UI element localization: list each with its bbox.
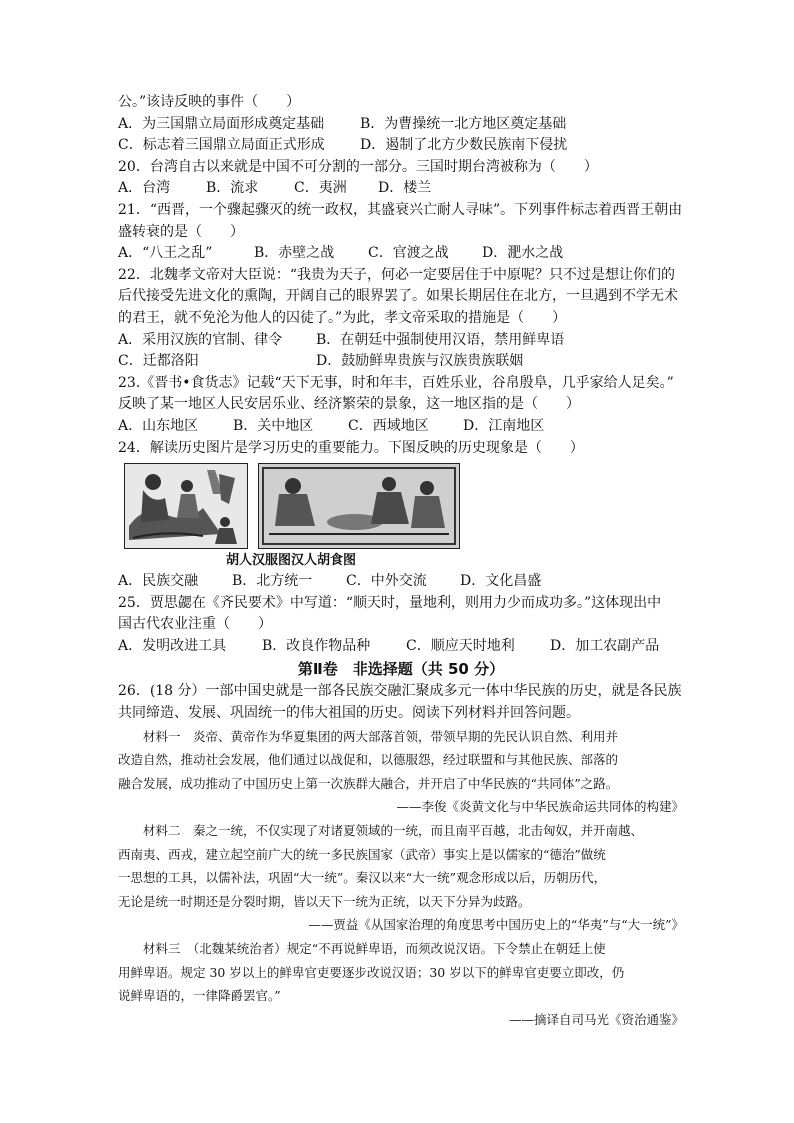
- q20-option-b[interactable]: B．流求: [206, 180, 259, 197]
- q19-options-row1: [118, 114, 684, 136]
- material-1-line-1: 材料一 炎帝、黄帝作为华夏集团的两大部落首领，带领早期的先民认识自然、利用并: [143, 728, 619, 744]
- q25-options: [118, 636, 684, 658]
- han-eating-hu-food-image: [258, 463, 460, 549]
- q23-option-c[interactable]: C．西域地区: [348, 417, 429, 434]
- q19-stem-cont: 公。”该诗反映的事件（ ）: [118, 94, 301, 110]
- q24-option-d[interactable]: D．文化昌盛: [460, 573, 542, 590]
- q19-option-d[interactable]: D．遏制了北方少数民族南下侵扰: [360, 137, 568, 154]
- q19-options-row2: [118, 135, 684, 157]
- q20-option-a[interactable]: A．台湾: [118, 180, 171, 197]
- material-1-source: ——李俊《炎黄文化与中华民族命运共同体的构建》: [396, 799, 684, 815]
- material-3-line-2: 用鲜卑语。规定 30 岁以上的鲜卑官吏要逐步改说汉语；30 岁以下的鲜卑官吏要立即改，仍: [118, 964, 625, 980]
- q21-option-b[interactable]: B．赤壁之战: [254, 245, 335, 262]
- q24-option-a[interactable]: A．民族交融: [118, 573, 199, 590]
- q24-figure-caption: 胡人汉服图汉人胡食图: [226, 553, 357, 569]
- q25-stem-2: 国古代农业注重（ ）: [118, 616, 272, 633]
- q22-stem-3: 的君王，就不免沦为他人的囚徒了。”为此，孝文帝采取的措施是（ ）: [118, 309, 567, 326]
- q23-option-a[interactable]: A．山东地区: [118, 417, 199, 434]
- material-2-line-4: 无论是统一时期还是分裂时期，皆以天下一统为正统，以天下分异为歧路。: [118, 893, 531, 909]
- material-1-line-3: 融合发展，成功推动了中国历史上第一次族群大融合，并开启了中华民族的“共同体”之路。: [118, 775, 619, 791]
- q22-stem-2: 后代接受先进文化的熏陶，开阔自己的眼界罢了。如果长期居住在北方，一旦遇到不学无术: [118, 288, 678, 305]
- q20-stem: 20．台湾自古以来就是中国不可分割的一部分。三国时期台湾被称为（ ）: [118, 158, 598, 175]
- q21-stem-1: 21．“西晋，一个骤起骤灭的统一政权，其盛衰兴亡耐人寻味”。下列事件标志着西晋王朝由: [118, 201, 683, 218]
- hu-wearing-han-clothes-image: [124, 463, 248, 549]
- q22-options-row2: [118, 351, 684, 373]
- q22-option-c[interactable]: C．迁都洛阳: [118, 353, 199, 370]
- material-3-line-1: 材料三 （北魏某统治者）规定“不再说鲜卑语，而须改说汉语。下令禁止在朝廷上使: [143, 941, 606, 956]
- q23-options: [118, 416, 684, 438]
- han-hu-food-illustration: [259, 464, 459, 548]
- hu-han-clothes-illustration: [125, 464, 247, 548]
- material-3-source: ——摘译自司马光《资治通鉴》: [508, 1011, 684, 1027]
- q21-option-d[interactable]: D．淝水之战: [482, 245, 564, 262]
- q20-options: [118, 178, 684, 200]
- q25-stem-1: 25．贾思勰在《齐民要术》中写道：“顺天时，量地利，则用力少而成功多。”这体现出中: [118, 594, 662, 611]
- q19-option-c[interactable]: C．标志着三国鼎立局面正式形成: [118, 137, 325, 154]
- q26-stem-2: 共同缔造、发展、巩固统一的伟大祖国的历史。阅读下列材料并回答问题。: [118, 705, 580, 722]
- q23-stem-2: 反映了某一地区人民安居乐业、经济繁荣的景象，这一地区指的是（ ）: [118, 396, 580, 413]
- material-1-line-2: 改造自然，推动社会发展，他们通过以战促和，以德服怨，经过联盟和与其他民族、部落的: [118, 752, 619, 768]
- q19-option-a[interactable]: A．为三国鼎立局面形成奠定基础: [118, 115, 325, 132]
- q25-option-d[interactable]: D．加工农副产品: [550, 637, 660, 654]
- q26-stem-1: 26．(18 分）一部中国史就是一部各民族交融汇聚成多元一体中华民族的历史，就是各民族: [118, 683, 682, 700]
- q21-options: [118, 243, 684, 265]
- material-3-line-3: 说鲜卑语的，一律降爵罢官。”: [118, 988, 281, 1004]
- q24-stem: 24．解读历史图片是学习历史的重要能力。下图反映的历史现象是（ ）: [118, 439, 584, 456]
- q21-stem-2: 盛转衰的是（ ）: [118, 223, 244, 240]
- material-2-line-1: 材料二 秦之一统，不仅实现了对诸夏领域的一统，而且南平百越，北击匈奴，并开南越、: [143, 823, 644, 839]
- exam-page: [118, 92, 684, 1031]
- material-2-source: ——贾益《从国家治理的角度思考中国历史上的“华夷”与“大一统”》: [308, 917, 684, 933]
- q24-option-b[interactable]: B．北方统一: [232, 573, 313, 590]
- section-2-title: 第Ⅱ卷 非选择题（共 50 分）: [297, 660, 505, 679]
- q25-option-c[interactable]: C．顺应天时地利: [406, 637, 515, 654]
- q24-options: [118, 571, 684, 593]
- q21-option-a[interactable]: A．“八王之乱”: [118, 245, 213, 262]
- q22-option-b[interactable]: B．在朝廷中强制使用汉语，禁用鲜卑语: [316, 331, 565, 348]
- material-2-line-3: 一思想的工具，以儒补法，巩固“大一统”。秦汉以来“大一统”观念形成以后，历朝历代，: [118, 870, 607, 886]
- q23-option-b[interactable]: B．关中地区: [233, 417, 314, 434]
- q25-option-a[interactable]: A．发明改进工具: [118, 637, 227, 654]
- q20-option-c[interactable]: C．夷洲: [294, 180, 347, 197]
- q24-figure: [118, 463, 684, 551]
- q22-option-d[interactable]: D．鼓励鲜卑贵族与汉族贵族联姻: [316, 353, 524, 370]
- q21-option-c[interactable]: C．官渡之战: [368, 245, 449, 262]
- q22-options-row1: [118, 330, 684, 352]
- q25-option-b[interactable]: B．改良作物品种: [262, 637, 371, 654]
- q22-option-a[interactable]: A．采用汉族的官制、律令: [118, 331, 283, 348]
- q23-stem-1: 23.《晋书•食货志》记载“天下无事，时和年丰，百姓乐业，谷帛殷阜，几乎家给人足矣。”: [118, 374, 674, 391]
- q19-option-b[interactable]: B．为曹操统一北方地区奠定基础: [360, 115, 567, 132]
- q20-option-d[interactable]: D．楼兰: [378, 180, 432, 197]
- q22-stem-1: 22．北魏孝文帝对大臣说：“我贵为天子，何必一定要居住于中原呢？只不过是想让你们的: [118, 266, 675, 283]
- q24-option-c[interactable]: C．中外交流: [346, 573, 427, 590]
- material-2-line-2: 西南夷、西戎，建立起空前广大的统一多民族国家（武帝）事实上是以儒家的“德治”做统: [118, 846, 606, 862]
- q23-option-d[interactable]: D．江南地区: [463, 417, 545, 434]
